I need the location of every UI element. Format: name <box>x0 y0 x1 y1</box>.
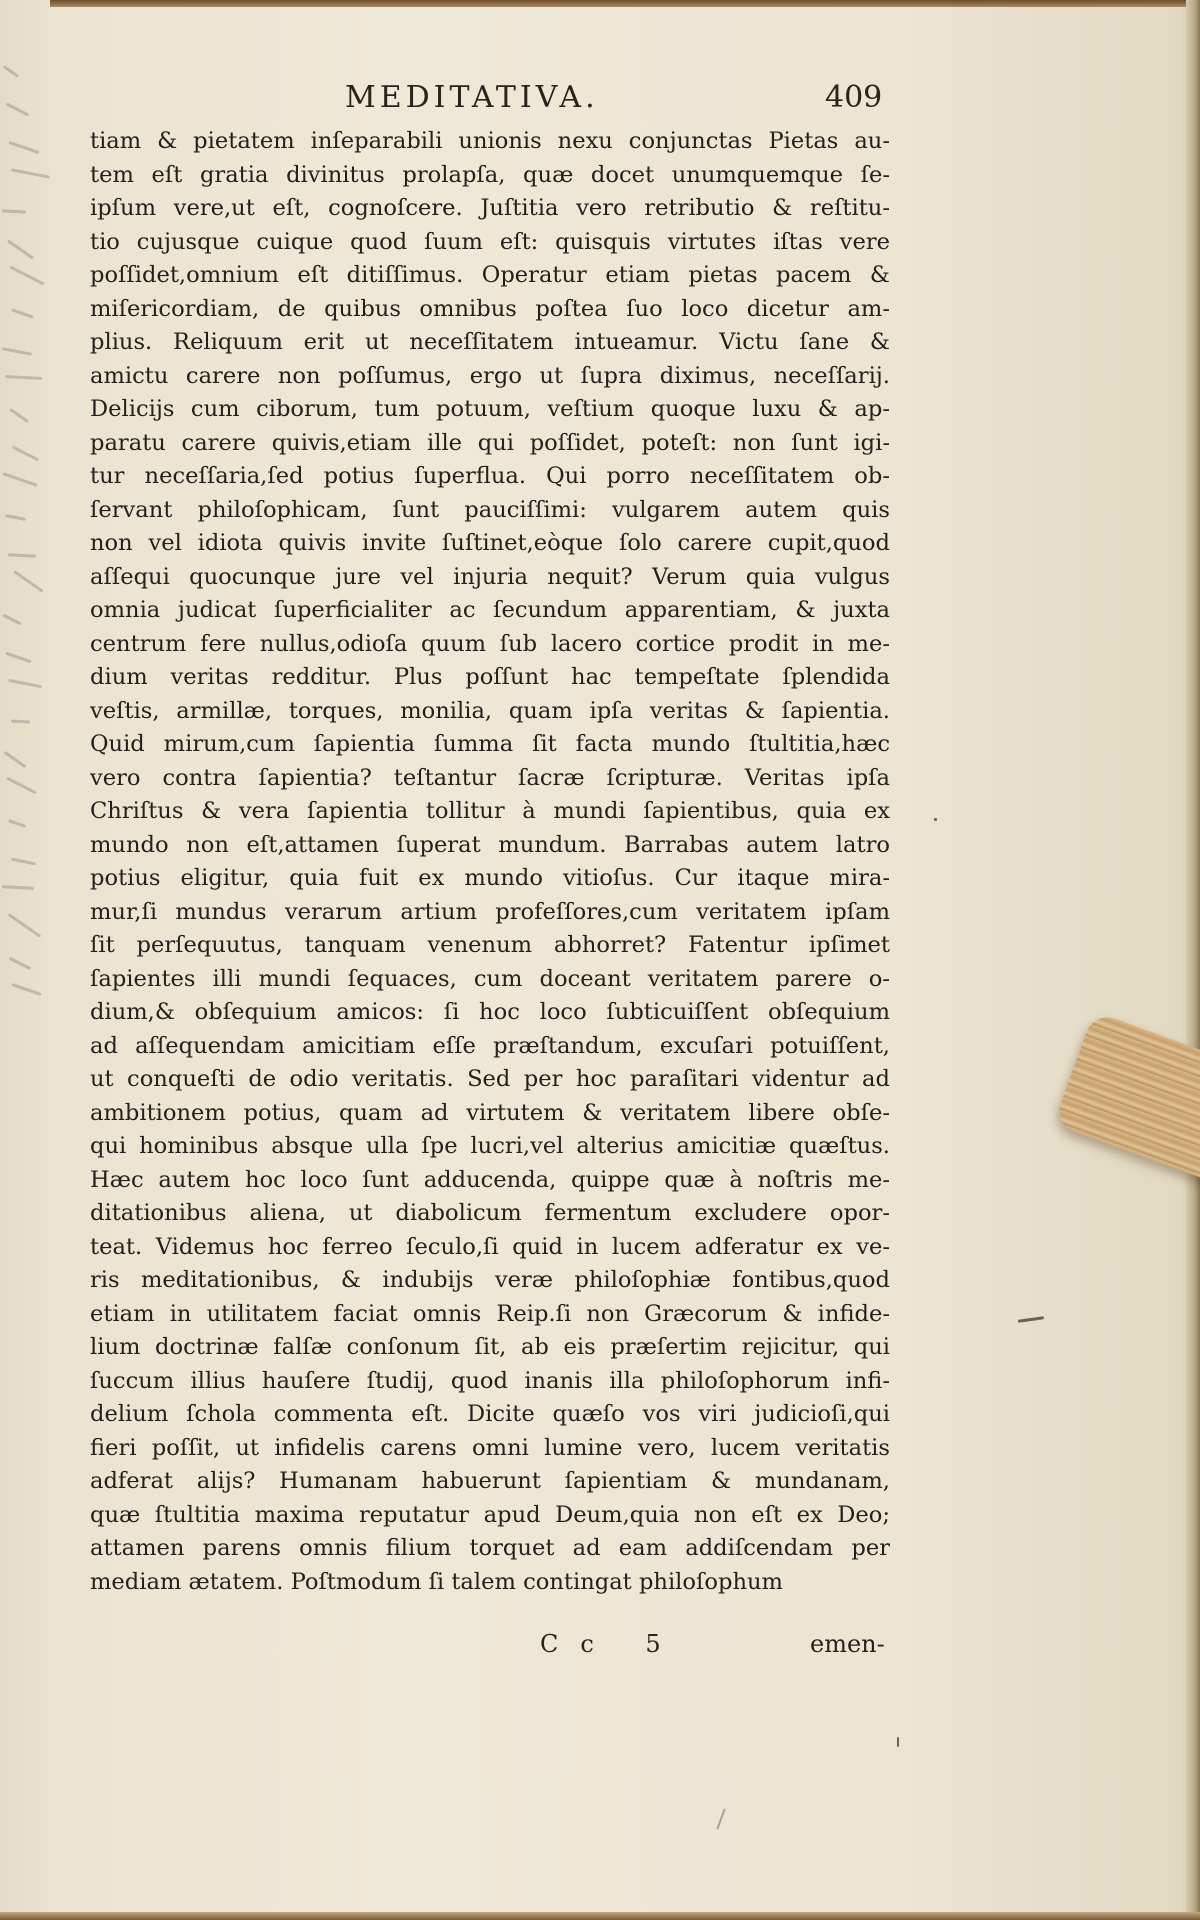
text-line: Hæc autem hoc loco ſunt adducenda, quippe quæ à noſtris me- <box>90 1166 890 1193</box>
text-line: ambitionem potius, quam ad virtutem & veritatem libere obſe- <box>90 1099 890 1126</box>
text-line: lium doctrinæ falſæ conſonum ſit, ab eis præſertim rejicitur, qui <box>90 1334 890 1360</box>
bleed-mark <box>11 858 36 866</box>
bleed-mark <box>8 819 26 828</box>
text-line: dium veritas redditur. Plus poſſunt hac tempeſtate ſplendida <box>90 664 890 690</box>
text-line: ipſum vere,ut eſt, cognoſcere. Juſtitia vero retributio & reſtitu- <box>90 195 890 221</box>
speck <box>1018 1316 1044 1323</box>
bleed-mark <box>8 553 36 557</box>
text-line: qui hominibus absque ulla ſpe lucri,vel alterius amicitiæ quæſtus. <box>90 1133 890 1159</box>
text-line: etiam in utilitatem faciat omnis Reip.ſi non Græcorum & infide- <box>90 1300 890 1327</box>
text-line: mediam ætatem. Poſtmodum ſi talem contingat philoſophum <box>90 1568 783 1595</box>
bleed-mark <box>9 957 32 971</box>
page-number: 409 <box>825 80 883 115</box>
bleed-mark <box>3 751 26 768</box>
bleed-mark <box>9 266 44 286</box>
text-line: mur,ſi mundus verarum artium profeſſores,cum veritatem ipſam <box>90 898 890 925</box>
speck <box>716 1808 725 1829</box>
bleed-mark <box>2 885 34 890</box>
wooden-page-weight <box>1053 1011 1200 1189</box>
bleed-mark <box>12 446 39 462</box>
bleed-mark <box>2 209 26 213</box>
text-line: Delicijs cum ciborum, tum potuum, veſtium quoque luxu & ap- <box>90 396 890 422</box>
text-line: ad aſſequendam amicitiam eſſe præſtandum, excuſari potuiſſent, <box>90 1032 890 1059</box>
text-line: omnia judicat ſuperficialiter ac ſecundum apparentiam, & juxta <box>90 597 890 623</box>
page-top-edge <box>50 0 1200 7</box>
bleed-mark <box>11 168 50 178</box>
text-line: paratu carere quivis,etiam ille qui poſſidet, poteſt: non ſunt igi- <box>90 429 890 456</box>
bleed-mark <box>3 65 19 78</box>
running-title: MEDITATIVA. <box>345 80 599 115</box>
text-line: ut conqueſti de odio veritatis. Sed per hoc paraſitari videntur ad <box>90 1066 890 1092</box>
text-line: aſſequi quocunque jure vel injuria nequit? Verum quia vulgus <box>90 563 890 590</box>
text-line: veſtis, armillæ, torques, monilia, quam ipſa veritas & ſapientia. <box>90 697 890 724</box>
text-line: potius eligitur, quia fuit ex mundo vitioſus. Cur itaque mira- <box>90 865 890 891</box>
bleed-mark <box>11 983 41 996</box>
text-line: quæ ſtultitia maxima reputatur apud Deum,quia non eſt ex Deo; <box>90 1501 890 1528</box>
text-line: tio cujusque cuique quod ſuum eſt: quisquis virtutes iſtas vere <box>90 228 890 255</box>
text-line: tiam & pietatem inſeparabili unionis nexu conjunctas Pietas au- <box>90 128 890 154</box>
bleed-mark <box>5 375 42 380</box>
text-line: Quid mirum,cum ſapientia ſumma ſit facta mundo ſtultitia,hæc <box>90 731 890 757</box>
text-line: non vel idiota quivis invite ſuſtinet,eòque ſolo carere cupit,quod <box>90 530 890 556</box>
body-text <box>90 125 890 1599</box>
speck <box>897 1737 899 1747</box>
bleed-mark <box>5 652 32 664</box>
page-bottom-edge <box>0 1912 1200 1920</box>
text-line: ris meditationibus, & indubijs veræ philoſophiæ fontibus,quod <box>90 1267 890 1293</box>
bleed-mark <box>11 720 30 724</box>
bleed-mark <box>13 570 43 593</box>
text-line: delium ſchola commenta eſt. Dicite quæſo vos viri judicioſi,qui <box>90 1401 890 1427</box>
bleed-mark <box>2 472 37 487</box>
bleed-mark <box>8 913 42 938</box>
text-line: mundo non eſt,attamen ſuperat mundum. Barrabas autem latro <box>90 831 890 858</box>
text-line: amictu carere non poſſumus, ergo ut ſupra diximus, neceſſarij. <box>90 362 890 389</box>
bleed-mark <box>2 614 21 626</box>
text-line: plius. Reliquum erit ut neceſſitatem intueamur. Victu ſane & <box>90 329 890 355</box>
text-line: Chriſtus & vera ſapientia tollitur à mundi ſapientibus, quia ex <box>90 798 890 824</box>
text-line: poſſidet,omnium eſt ditiſſimus. Operatur etiam pietas pacem & <box>90 262 890 288</box>
text-line: vero contra ſapientia? teſtantur ſacræ ſcripturæ. Veritas ipſa <box>90 764 890 791</box>
text-line: attamen parens omnis filium torquet ad eam addiſcendam per <box>90 1535 890 1561</box>
text-line: ſit perſequutus, tanquam venenum abhorret? Fatentur ipſimet <box>90 932 890 958</box>
text-line: centrum fere nullus,odioſa quum ſub lacero cortice prodit in me- <box>90 630 890 657</box>
running-head <box>0 80 1200 120</box>
text-line: ſapientes illi mundi ſequaces, cum doceant veritatem parere o- <box>90 965 890 992</box>
text-line: miſericordiam, de quibus omnibus poſtea ſuo loco dicetur am- <box>90 295 890 322</box>
text-line: fieri poſſit, ut infidelis carens omni lumine vero, lucem veritatis <box>90 1434 890 1461</box>
text-line: teat. Videmus hoc ferreo ſeculo,ſi quid in lucem adferatur ex ve- <box>90 1233 890 1260</box>
text-line: tem eſt gratia divinitus prolapſa, quæ docet unumquemque ſe- <box>90 161 890 188</box>
text-line: tur neceſſaria,ſed potius ſuperflua. Qui porro neceſſitatem ob- <box>90 463 890 489</box>
left-margin-bleedthrough <box>0 70 48 1070</box>
text-line: ſervant philoſophicam, ſunt pauciſſimi: vulgarem autem quis <box>90 496 890 523</box>
bleed-mark <box>2 347 32 356</box>
text-line: adferat alijs? Humanam habuerunt ſapientiam & mundanam, <box>90 1468 890 1494</box>
bleed-mark <box>6 777 37 795</box>
bleed-mark <box>11 308 34 318</box>
signature-mark: Cc 5 <box>540 1630 683 1658</box>
text-line: dium,& obſequium amicos: ſi hoc loco ſubticuiſſent obſequium <box>90 999 890 1025</box>
speck <box>934 818 937 821</box>
bleed-mark <box>5 514 26 521</box>
text-line: ditationibus aliena, ut diabolicum fermentum excludere opor- <box>90 1200 890 1226</box>
catchword: emen- <box>810 1630 885 1658</box>
bleed-mark <box>8 141 39 154</box>
text-line: ſuccum illius hauſere ſtudij, quod inanis illa philoſophorum infi- <box>90 1367 890 1394</box>
bleed-mark <box>9 408 29 423</box>
bleed-mark <box>8 679 42 688</box>
bleed-mark <box>7 239 34 259</box>
page-footer <box>0 1630 1200 1670</box>
